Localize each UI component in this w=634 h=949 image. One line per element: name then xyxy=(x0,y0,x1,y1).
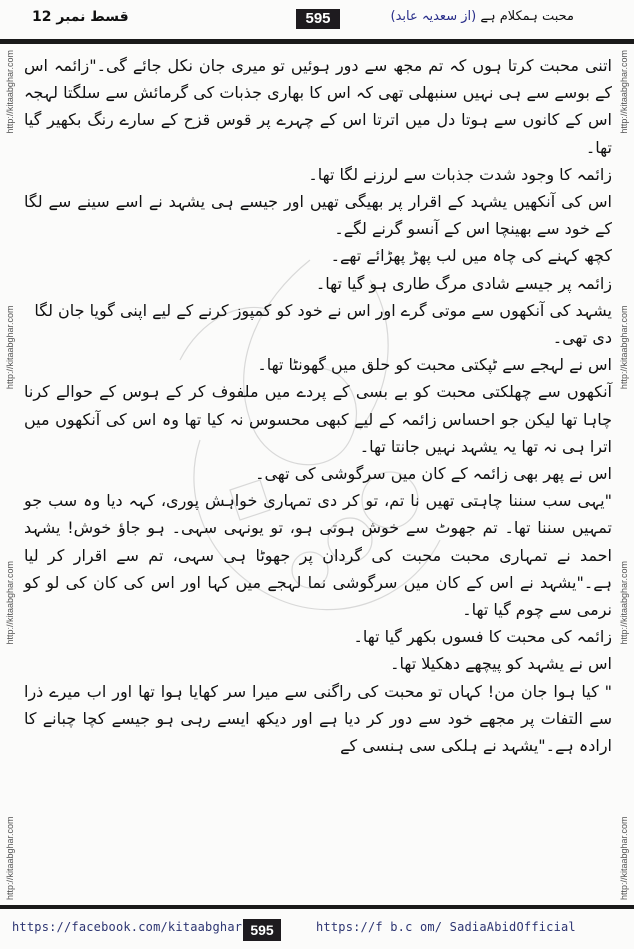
page-footer xyxy=(0,912,634,942)
side-watermark-text: http://kitaabghar.com xyxy=(5,560,15,645)
facebook-kitaabghar-link[interactable]: https://facebook.com/kitaabghar xyxy=(12,920,243,934)
paragraph: اتنی محبت کرتا ہوں کہ تم مجھ سے دور ہوئیں تو میری جان نکل جائے گی۔"زائمہ اس کے بوسے سے ہی نہیں سنبھلی تھی کہ اس کا بھاری جذبات کی گرمائش سے سلگتا لہجہ اس کے کانوں سے ہوتا دل میں اترتا اس کے چہرے پر قوس قزح کے سارے رنگ بکھیر گیا تھا۔ xyxy=(24,56,612,157)
paragraph: زائمہ کی محبت کا فسوں بکھر گیا تھا۔ xyxy=(353,627,612,647)
paragraph: زائمہ پر جیسے شادی مرگ طاری ہو گیا تھا۔ xyxy=(315,273,612,293)
side-watermark-left xyxy=(2,50,18,900)
page-number-top: 595 xyxy=(296,9,340,29)
side-watermark-text: http://kitaabghar.com xyxy=(619,560,629,645)
paragraph: اس کی آنکھیں یشہد کے اقرار پر بھیگی تھیں اور جیسے ہی یشہد نے اسے سینے سے لگا کے خود سے بھینچا اس کے آنسو گرنے لگے۔ xyxy=(24,192,612,239)
side-watermark-right xyxy=(616,50,632,900)
page-header xyxy=(0,0,634,36)
book-title-text: محبت ہمکلام ہے xyxy=(480,9,574,24)
paragraph: اس نے پھر بھی زائمہ کے کان میں سرگوشی کی تھی۔ xyxy=(255,464,612,484)
side-watermark-text: http://kitaabghar.com xyxy=(5,816,15,900)
paragraph: اس نے لہجے سے ٹپکتی محبت کو حلق میں گھونٹا تھا۔ xyxy=(257,355,612,375)
book-title xyxy=(391,9,575,24)
paragraph: " کیا ہوا جان من! کہاں تو محبت کی راگنی سے میرا سر کھایا ہوا تھا اور اب میرے ذرا سے التفات پر مجھے خود سے دور کر دیا ہے اور دیکھ ایسے رہی ہو جیسے کچا چبانے کا ارادہ ہے۔"یشہد نے ہلکی سی ہنسی کے xyxy=(24,681,612,756)
side-watermark-text: http://kitaabghar.com xyxy=(619,816,629,900)
footer-divider xyxy=(0,905,634,909)
story-body xyxy=(24,52,612,902)
page-number-bottom: 595 xyxy=(243,919,281,941)
paragraph: اس نے یشہد کو پیچھے دھکیلا تھا۔ xyxy=(390,654,612,674)
paragraph: زائمہ کا وجود شدت جذبات سے لرزنے لگا تھا۔ xyxy=(308,164,612,184)
paragraph: آنکھوں سے چھلکتی محبت کو بے بسی کے پردے میں ملفوف کر کے ہوس کے حوالے کرنا چاہا تھا لیکن جو احساس زائمہ کے لیے کبھی محسوس نہ کیا تھا وہ اس کی آنکھوں میں اترا ہی نہ تھا یہ یشہد نہیں جانتا تھا۔ xyxy=(24,382,612,456)
episode-label: قسط نمبر 12 xyxy=(32,9,129,25)
side-watermark-text: http://kitaabghar.com xyxy=(619,50,629,134)
facebook-author-link[interactable]: https://f b.c om/ SadiaAbidOfficial xyxy=(316,920,576,934)
paragraph: کچھ کہنے کی چاہ میں لب پھڑ پھڑائے تھے۔ xyxy=(330,246,612,266)
side-watermark-text: http://kitaabghar.com xyxy=(5,305,15,390)
paragraph: "یہی سب سننا چاہتی تھیں نا تم، تو کر دی تمہاری خواہش پوری، کہہ دیا وہ سب جو تمہیں سننا تھا۔ تم جھوٹ سے خوش ہوتی ہو، تو یونہی سہی۔ ہو جاؤ خوش! یشہد احمد نے تمہاری محبت محبت کی گردان پر جھوٹا ہی سہی، تم سے اقرار کر لیا ہے۔"یشہد نے اس کے کان میں سرگوشی نما لہجے میں کہا اور اس کی کان کی لو کو نرمی سے چوم گیا تھا۔ xyxy=(24,491,612,620)
paragraph: یشہد کی آنکھوں سے موتی گرے اور اس نے خود کو کمپوز کرنے کے لیے اپنی گویا جان لگا دی تھی۔ xyxy=(34,300,612,348)
author-name: (از سعدیہ عابد) xyxy=(390,9,477,24)
header-divider xyxy=(0,39,634,44)
side-watermark-text: http://kitaabghar.com xyxy=(5,50,15,134)
side-watermark-text: http://kitaabghar.com xyxy=(619,305,629,390)
